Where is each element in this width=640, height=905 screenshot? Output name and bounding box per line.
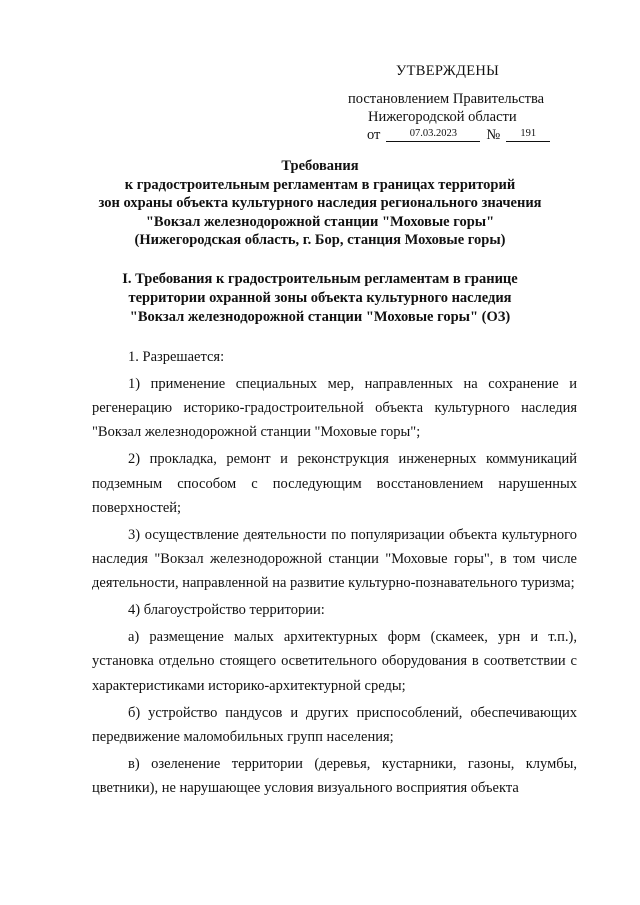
paragraph-permitted: 1. Разрешается: (128, 349, 225, 365)
paragraph-item-4c: в) озеленение территории (деревья, кустарники, газоны, клумбы, цветники), не нарушающее условия визуального восприятия объекта (92, 755, 577, 797)
section-heading-line: территории охранной зоны объекта культурного наследия (128, 290, 512, 306)
document-body (92, 345, 577, 803)
approval-heading: УТВЕРЖДЕНЫ (396, 63, 500, 79)
paragraph-item-4: 4) благоустройство территории: (128, 602, 325, 619)
paragraph-item-4a: а) размещение малых архитектурных форм (скамеек, урн и т.п.), установка отдельно стоящего осветительного оборудования в соответствии с характеристиками историко-архитектурной среды; (92, 629, 577, 694)
paragraph-item-1: 1) применение специальных мер, направленных на сохранение и регенерацию историко-градостроительной объекта культурного наследия "Вокзал железнодорожной станции "Моховые горы"; (92, 376, 577, 441)
title-line: (Нижегородская область, г. Бор, станция Моховые горы) (134, 232, 506, 248)
paragraph-item-3: 3) осуществление деятельности по популяризации объекта культурного наследия "Вокзал железнодорожной станции "Моховые горы", в том числе деятельности, направленной на развитие культурно-познавательного туризма; (92, 526, 577, 592)
approval-region-line: Нижегородской области (368, 109, 517, 125)
title-line: Требования (281, 158, 359, 174)
approval-authority-line: постановлением Правительства (348, 91, 545, 107)
section-heading (90, 270, 550, 327)
title-line: "Вокзал железнодорожной станции "Моховые горы" (145, 213, 495, 230)
approval-number-sign: № (486, 127, 501, 143)
approval-date: 07.03.2023 (386, 127, 480, 142)
approval-date-number-line (367, 126, 550, 145)
approval-from-label: от (367, 127, 381, 143)
document-title (70, 157, 570, 250)
approval-number: 191 (506, 127, 550, 142)
section-heading-line: "Вокзал железнодорожной станции "Моховые горы" (ОЗ) (129, 309, 511, 325)
paragraph-item-2: 2) прокладка, ремонт и реконструкция инженерных коммуникаций подземным способом с последующим восстановлением нарушенных поверхностей; (92, 451, 577, 516)
title-line: зон охраны объекта культурного наследия регионального значения (98, 195, 542, 211)
title-line: к градостроительным регламентам в границах территорий (124, 176, 516, 193)
section-heading-line: I. Требования к градостроительным регламентам в границе (122, 271, 518, 287)
paragraph-item-4b: б) устройство пандусов и других приспособлений, обеспечивающих передвижение маломобильных групп населения; (92, 704, 577, 745)
